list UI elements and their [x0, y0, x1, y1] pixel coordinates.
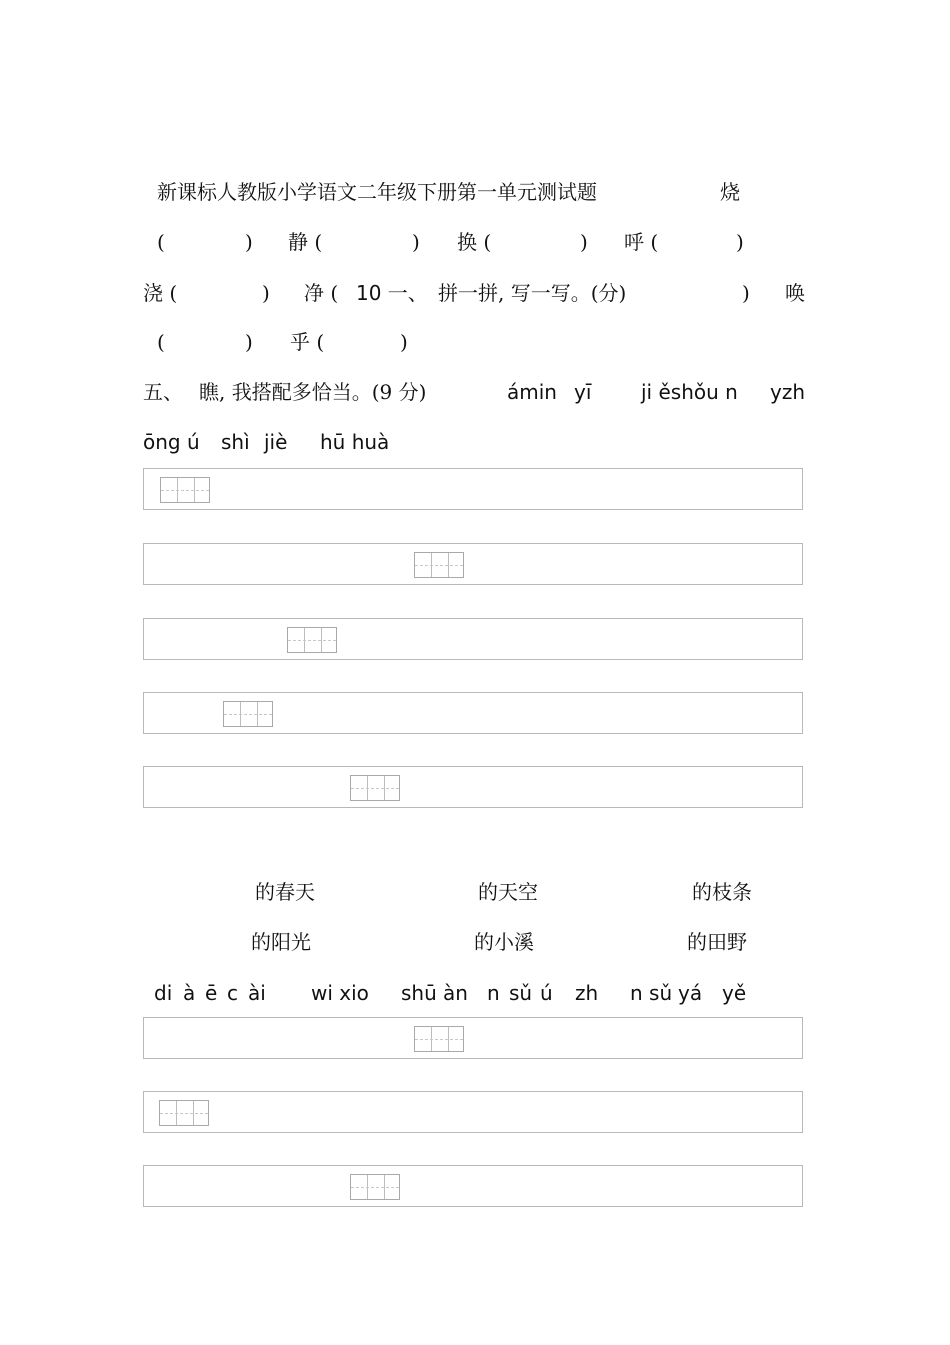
- page-title: 新课标人教版小学语文二年级下册第一单元测试题: [157, 180, 597, 204]
- pinyin: hū huà: [320, 430, 390, 454]
- phrase: 的小溪: [474, 930, 534, 954]
- pinyin: c: [227, 981, 238, 1005]
- writing-box[interactable]: [143, 1091, 803, 1133]
- tianzige-grid: [223, 701, 273, 727]
- pinyin: sǔ: [509, 981, 533, 1005]
- pinyin: àn: [443, 981, 468, 1005]
- phrase: 的春天: [255, 880, 315, 904]
- char-jing: 静 (: [288, 230, 323, 254]
- phrase: 的阳光: [251, 930, 311, 954]
- writing-box[interactable]: [143, 543, 803, 585]
- writing-box[interactable]: [143, 1165, 803, 1207]
- tianzige-grid: [160, 477, 210, 503]
- paren-close: ): [736, 230, 744, 254]
- phrase: 的枝条: [692, 880, 752, 904]
- char-huan2: 唤: [785, 281, 805, 305]
- char-huan: 换 (: [457, 230, 492, 254]
- char-hu: 呼 (: [624, 230, 659, 254]
- section-five-title: 瞧, 我搭配多恰当。(9 分): [199, 380, 427, 404]
- pinyin: jiè: [264, 430, 288, 454]
- writing-box[interactable]: [143, 618, 803, 660]
- tianzige-grid: [159, 1100, 209, 1126]
- paren-open: (: [157, 330, 165, 354]
- tianzige-grid: [350, 1174, 400, 1200]
- pinyin: di: [154, 981, 173, 1005]
- pinyin: shì: [221, 430, 250, 454]
- writing-box[interactable]: [143, 468, 803, 510]
- pinyin: ài: [248, 981, 266, 1005]
- pinyin: zh: [575, 981, 599, 1005]
- phrase: 的天空: [478, 880, 538, 904]
- pinyin: n sǔ: [630, 981, 673, 1005]
- paren-close: ): [580, 230, 588, 254]
- pinyin: yě: [722, 981, 747, 1005]
- pinyin: à: [183, 981, 196, 1005]
- pinyin: ú: [540, 981, 553, 1005]
- pinyin: ji ěshǒu n: [641, 380, 738, 404]
- pinyin: ē: [205, 981, 218, 1005]
- char-hu2: 乎 (: [290, 330, 325, 354]
- paren-close: ): [262, 281, 270, 305]
- pinyin: wi xio: [311, 981, 369, 1005]
- paren-close: ): [245, 330, 253, 354]
- paren-close: ): [245, 230, 253, 254]
- pinyin: shū: [401, 981, 437, 1005]
- pinyin: ōng ú: [143, 430, 200, 454]
- writing-box[interactable]: [143, 766, 803, 808]
- writing-box[interactable]: [143, 692, 803, 734]
- tianzige-grid: [414, 1026, 464, 1052]
- pinyin: yzh: [770, 380, 806, 404]
- paren-close: ): [400, 330, 408, 354]
- pinyin: n: [487, 981, 500, 1005]
- char-shao: 烧: [720, 180, 740, 204]
- section-number: 10 一、: [356, 281, 428, 305]
- char-jing2: 净 (: [304, 281, 339, 305]
- section-five-label: 五、: [143, 380, 183, 404]
- paren-open: (: [157, 230, 165, 254]
- tianzige-grid: [287, 627, 337, 653]
- phrase: 的田野: [687, 930, 747, 954]
- paren-close: ): [412, 230, 420, 254]
- char-jiao: 浇 (: [143, 281, 178, 305]
- tianzige-grid: [414, 552, 464, 578]
- pinyin: yá: [678, 981, 703, 1005]
- pinyin: yī: [574, 380, 592, 404]
- pinyin: ámin: [507, 380, 557, 404]
- section-one-title: 拼一拼, 写一写。(分): [438, 281, 627, 305]
- writing-box[interactable]: [143, 1017, 803, 1059]
- tianzige-grid: [350, 775, 400, 801]
- paren-close: ): [742, 281, 750, 305]
